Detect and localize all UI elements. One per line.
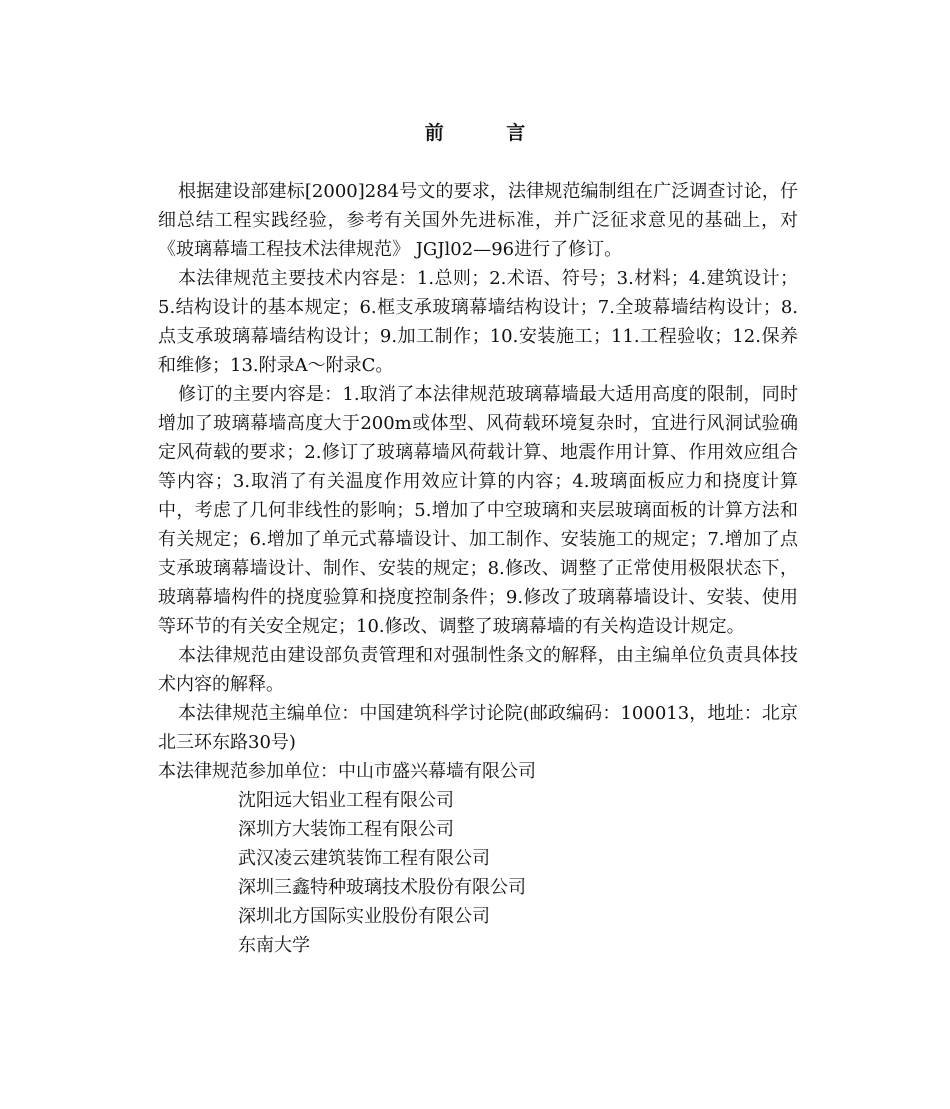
participant-unit: 深圳三鑫特种玻璃技术股份有限公司 bbox=[238, 877, 526, 898]
document-body bbox=[158, 177, 798, 960]
page-title: 前 言 bbox=[424, 122, 554, 144]
participant-unit: 武汉凌云建筑装饰工程有限公司 bbox=[238, 848, 490, 869]
paragraph-chief-editor: 本法律规范主编单位：中国建筑科学讨论院(邮政编码：100013，地址：北京北三环东路30号) bbox=[158, 703, 798, 753]
paragraph-main-content: 本法律规范主要技术内容是：1.总则；2.术语、符号；3.材料；4.建筑设计；5.结构设计的基本规定；6.框支承玻璃幕墙结构设计；7.全玻幕墙结构设计；8.点支承玻璃幕墙结构设计；9.加工制作；10.安装施工；11.工程验收；12.保养和维修；13.附录A～附录C。 bbox=[158, 268, 798, 376]
participant-unit: 沈阳远大铝业工程有限公司 bbox=[238, 790, 454, 811]
paragraph-background: 根据建设部建标[2000]284号文的要求，法律规范编制组在广泛调查讨论，仔细总结工程实践经验，参考有关国外先进标准，并广泛征求意见的基础上，对《玻璃幕墙工程技术法律规范》 JGJl02—96进行了修订。 bbox=[158, 181, 798, 260]
paragraph-revisions: 修订的主要内容是：1.取消了本法律规范玻璃幕墙最大适用高度的限制，同时增加了玻璃幕墙高度大于200m或体型、风荷载环境复杂时，宜进行风洞试验确定风荷载的要求；2.修订了玻璃幕墙风荷载计算、地震作用计算、作用效应组合等内容；3.取消了有关温度作用效应计算的内容；4.玻璃面板应力和挠度计算中，考虑了几何非线性的影响；5.增加了中空玻璃和夹层玻璃面板的计算方法和有关规定；6.增加了单元式幕墙设计、加工制作、安装施工的规定；7.增加了点支承玻璃幕墙设计、制作、安装的规定；8.修改、调整了正常使用极限状态下，玻璃幕墙构件的挠度验算和挠度控制条件；9.修改了玻璃幕墙设计、安装、使用等环节的有关安全规定；10.修改、调整了玻璃幕墙的有关构造设计规定。 bbox=[158, 384, 798, 637]
participants-lead: 本法律规范参加单位：中山市盛兴幕墙有限公司 bbox=[158, 761, 536, 782]
paragraph-management: 本法律规范由建设部负责管理和对强制性条文的解释，由主编单位负责具体技术内容的解释。 bbox=[158, 645, 798, 695]
participant-unit: 深圳北方国际实业股份有限公司 bbox=[238, 906, 490, 927]
participant-unit: 东南大学 bbox=[238, 935, 310, 956]
participant-list bbox=[158, 786, 798, 960]
participant-unit: 深圳方大装饰工程有限公司 bbox=[238, 819, 454, 840]
